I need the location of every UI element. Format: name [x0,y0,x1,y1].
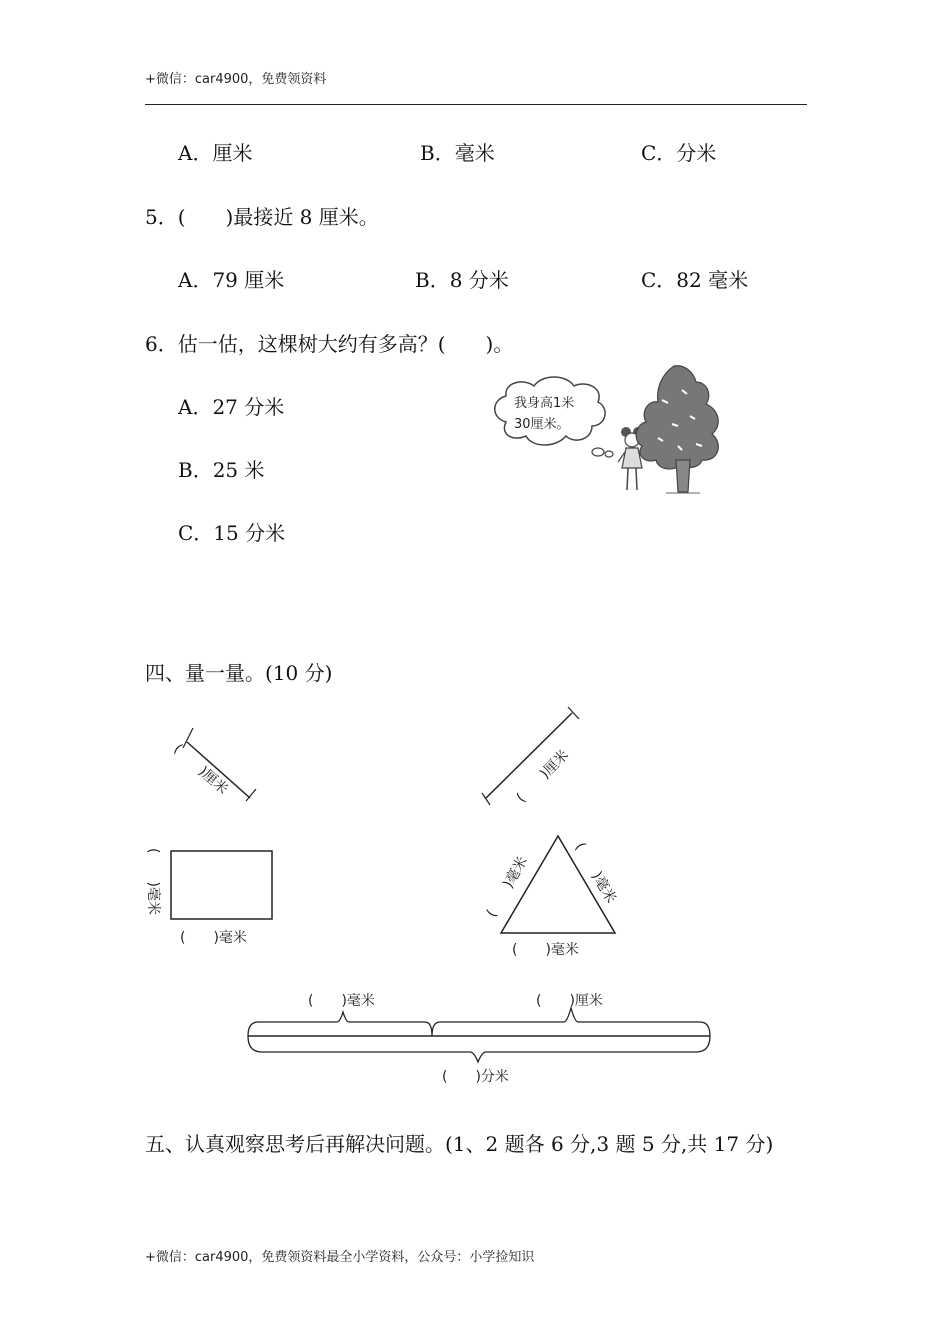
rectangle-bottom-label: ( )毫米 [180,930,247,946]
q5-option-b: B．8 分米 [415,268,509,292]
section5-title: 五、认真观察思考后再解决问题。(1、2 题各 6 分,3 题 5 分,共 17 分) [145,1132,774,1156]
speech-bubble [495,377,613,457]
triangle-bottom-label: ( )毫米 [512,942,579,958]
q6-option-c: C．15 分米 [178,521,286,545]
triangle-right-label: ( )毫米 [571,840,619,906]
segment-1 [170,728,256,801]
q6-option-b: B．25 米 [178,458,265,482]
q4-option-a: A．厘米 [178,141,253,165]
q5-option-c: C．82 毫米 [641,268,749,292]
bubble-text-line2: 30厘米。 [514,417,570,432]
rectangle-figure [145,848,272,946]
page-header: +微信：car4900，免费领资料 [145,72,327,87]
header-divider [145,104,807,105]
q4-option-c: C．分米 [641,141,717,165]
q5-question: 5．( )最接近 8 厘米。 [145,205,379,229]
triangle-figure [483,836,620,958]
segment-2-label: ( )厘米 [513,747,573,806]
q5-option-a: A．79 厘米 [178,268,285,292]
q6-question: 6．估一估，这棵树大约有多高？( )。 [145,332,514,356]
rectangle-side-label: ( )毫米 [145,848,161,915]
segment-2 [482,707,579,806]
tree-figure [636,366,718,493]
section4-title: 四、量一量。(10 分) [145,661,333,685]
page-footer: +微信：car4900，免费领资料最全小学资料，公众号：小学捡知识 [145,1250,535,1265]
q4-option-b: B．毫米 [420,141,495,165]
braced-segment [248,992,710,1085]
triangle-left-label: ( )毫米 [483,854,531,920]
brace-total-label: ( )分米 [442,1069,509,1085]
measure-figures [0,690,950,1100]
bubble-text-line1: 我身高1米 [514,396,575,411]
q6-illustration [486,360,736,500]
segment-1-label: ( )厘米 [170,741,231,798]
q6-option-a: A．27 分米 [178,395,285,419]
brace-right-label: ( )厘米 [536,993,603,1009]
brace-left-label: ( )毫米 [308,993,375,1009]
